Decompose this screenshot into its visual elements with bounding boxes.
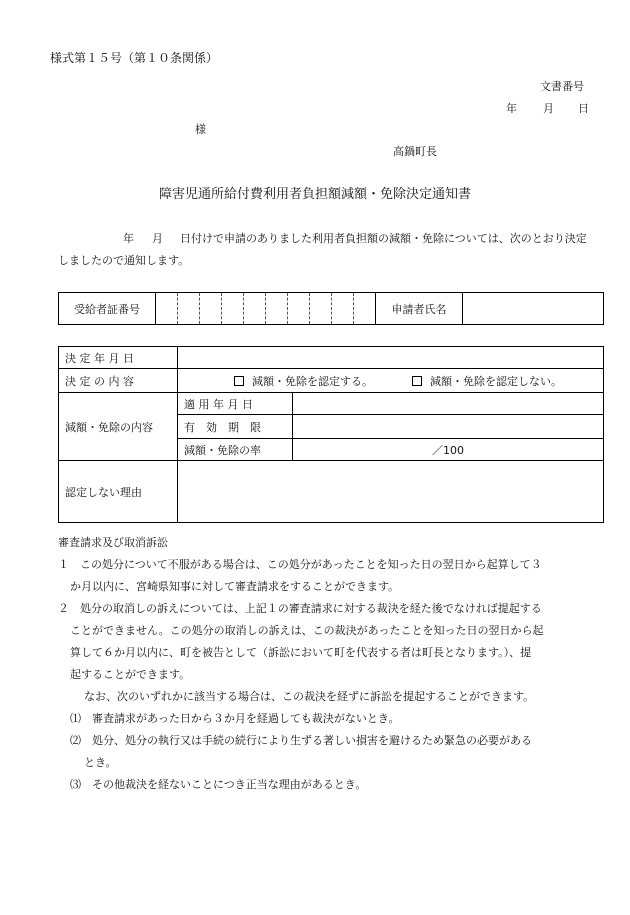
recipient-number-digit[interactable] <box>200 293 222 325</box>
rate-field[interactable] <box>293 439 604 461</box>
decision-content-label: 決 定 の 内 容 <box>59 369 178 393</box>
form-number: 様式第１５号（第１０条関係） <box>50 51 219 65</box>
notes-item2-line3: 算して６か月以内に、町を被告として（訴訟において町を代表する者は町長となります。）、提 <box>70 646 532 659</box>
reject-option-label: 減額・免除を認定しない。 <box>430 374 562 388</box>
decision-table <box>58 346 604 523</box>
recipient-number-digit[interactable] <box>222 293 244 325</box>
intro-text-line2: しましたので通知します。 <box>58 254 190 267</box>
apply-date-field[interactable] <box>293 393 604 415</box>
valid-period-field[interactable] <box>293 415 604 439</box>
recipient-number-digit[interactable] <box>156 293 178 325</box>
applicant-name-label: 申請者氏名 <box>376 293 463 325</box>
rejection-reason-field[interactable] <box>178 461 604 523</box>
notes-item2-line2: ことができません。この処分の取消しの訴えは、この裁決があったことを知った日の翌日から起 <box>70 624 544 637</box>
page-title: 障害児通所給付費利用者負担額減額・免除決定通知書 <box>158 187 471 202</box>
recipient-number-digit[interactable] <box>244 293 266 325</box>
issuer: 高鍋町長 <box>393 145 437 158</box>
recipient-number-label: 受給者証番号 <box>59 293 156 325</box>
recipient-number-digit[interactable] <box>332 293 354 325</box>
approve-checkbox[interactable] <box>234 375 373 388</box>
notes-sub2-line1: ⑵ 処分、処分の執行又は手続の続行により生ずる著しい損害を避けるため緊急の必要がある <box>70 734 532 747</box>
notes-sub3: ⑶ その他裁決を経ないことにつき正当な理由があるとき。 <box>70 778 367 791</box>
applicant-name-field[interactable] <box>463 293 604 325</box>
recipient-number-digit[interactable] <box>266 293 288 325</box>
recipient-number-digit[interactable] <box>354 293 376 325</box>
date-month: 月 <box>543 102 554 115</box>
notes-item2-line4: 起することができます。 <box>70 668 191 681</box>
decision-date-field[interactable] <box>178 347 604 369</box>
notes-item1-line2: か月以内に、宮崎県知事に対して審査請求をすることができます。 <box>70 580 400 593</box>
notes-heading: 審査請求及び取消訴訟 <box>58 536 168 549</box>
notes-sub1: ⑴ 審査請求があった日から３か月を経過しても裁決がないとき。 <box>70 712 400 725</box>
document-number-label: 文書番号 <box>540 80 584 93</box>
recipient-number-digit[interactable] <box>178 293 200 325</box>
rejection-reason-label: 認定しない理由 <box>59 461 178 523</box>
notes-item2-line5: なお、次のいずれかに該当する場合は、この裁決を経ずに訴訟を提起することができます。 <box>84 690 535 703</box>
decision-content-options <box>178 369 604 393</box>
addressee-suffix: 様 <box>195 123 206 136</box>
intro-month: 月 <box>152 232 163 245</box>
notes-item1-line1: １ この処分について不服がある場合は、この処分があったことを知った日の翌日から起算して３ <box>58 558 542 571</box>
recipient-number-digit[interactable] <box>310 293 332 325</box>
recipient-number-digit[interactable] <box>288 293 310 325</box>
reduction-content-label: 減額・免除の内容 <box>59 393 178 461</box>
id-table <box>58 292 604 325</box>
reject-checkbox[interactable] <box>412 375 562 388</box>
notes-item2-line1: ２ 処分の取消しの訴えについては、上記１の審査請求に対する裁決を経た後でなければ提起する <box>58 602 542 615</box>
apply-date-label: 適 用 年 月 日 <box>178 393 293 415</box>
date-year: 年 <box>506 102 517 115</box>
date-day: 日 <box>578 102 589 115</box>
notes-sub2-line2: とき。 <box>84 756 117 769</box>
approve-option-label: 減額・免除を認定する。 <box>252 374 373 388</box>
valid-period-label: 有 効 期 限 <box>178 415 293 439</box>
intro-year: 年 <box>123 232 134 245</box>
intro-text-line1: 日付けで申請のありました利用者負担額の減額・免除については、次のとおり決定 <box>180 232 587 245</box>
decision-date-label: 決 定 年 月 日 <box>59 347 178 369</box>
rate-label: 減額・免除の率 <box>178 439 293 461</box>
rate-value: ／100 <box>432 443 464 457</box>
